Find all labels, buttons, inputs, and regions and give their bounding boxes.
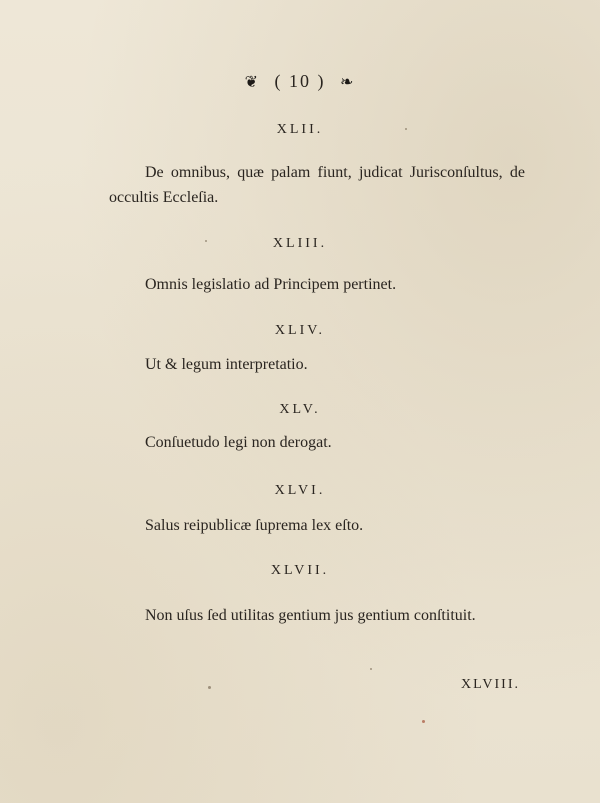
page-header <box>0 70 600 92</box>
section-text-45: Conſuetudo legi non derogat. <box>145 434 332 451</box>
section-text-46: Salus reipublicæ ſuprema lex eſto. <box>145 517 364 534</box>
section-numeral-45: XLV. <box>279 402 321 417</box>
section-text-43: Omnis legislatio ad Principem pertinet. <box>145 276 397 293</box>
paper-speck <box>370 668 372 670</box>
section-numeral-44: XLIV. <box>274 323 326 338</box>
page-number: ( 10 ) <box>274 71 326 92</box>
section-text-42: De omnibus, quæ palam fiunt, judicat Jurisconſultus, de occultis Eccleſia. <box>109 164 525 206</box>
section-numeral-46: XLVI. <box>274 483 326 498</box>
ornament-right-icon: ❧ <box>340 73 356 91</box>
ornament-left-icon: ❦ <box>244 73 260 91</box>
paper-speck <box>205 240 207 242</box>
paper-speck <box>422 720 425 723</box>
section-text-44: Ut & legum interpretatio. <box>145 356 308 373</box>
section-text-47: Non uſus ſed utilitas gentium jus gentium conſtituit. <box>145 607 476 624</box>
paper-speck <box>208 686 211 689</box>
section-numeral-43: XLIII. <box>272 236 328 251</box>
section-numeral-47: XLVII. <box>270 563 330 578</box>
section-numeral-42: XLII. <box>276 122 324 137</box>
paper-speck <box>405 128 407 130</box>
catchword: XLVIII. <box>461 677 520 692</box>
